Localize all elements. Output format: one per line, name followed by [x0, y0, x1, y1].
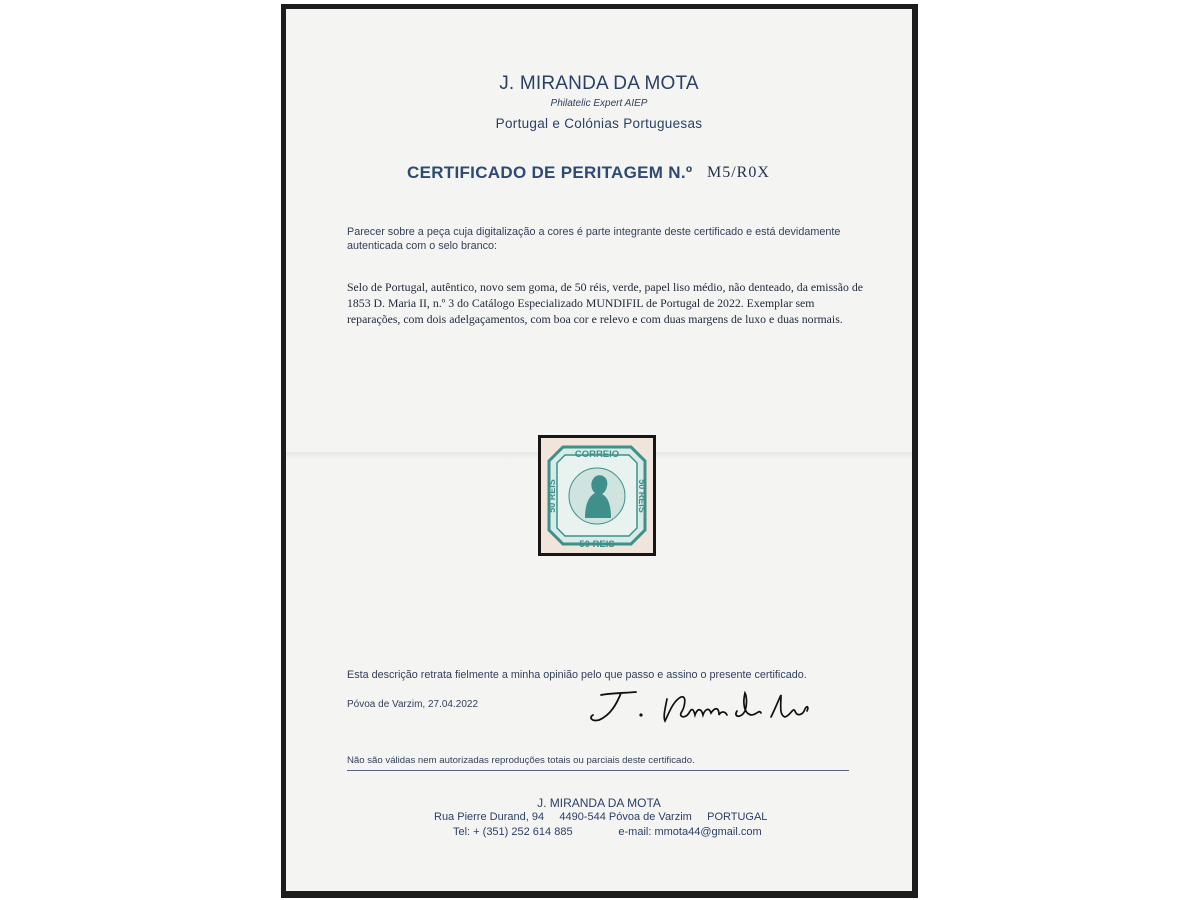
certificate-title: CERTIFICADO DE PERITAGEM N.º: [407, 163, 693, 182]
stamp-right-text: 50 REIS: [637, 479, 647, 513]
place-and-date: Póvoa de Varzim, 27.04.2022: [347, 699, 479, 710]
footer-divider: [347, 770, 849, 771]
stamp-description: Selo de Portugal, autêntico, novo sem goma, de 50 réis, verde, papel liso médio, não denteado, da emissão de 1853 D. Maria II, n.º 3 do Catálogo Especializado MUNDIFIL de Portugal de 2022. Exemplar sem reparações, com dois adelgaçamentos, com boa cor e relevo e com duas margens de luxo e duas normais.: [347, 280, 863, 326]
reproduction-disclaimer: Não são válidas nem autorizadas reproduções totais ou parciais deste certificado.: [347, 755, 695, 766]
footer-address: Rua Pierre Durand, 94 4490-544 Póvoa de Varzim PORTUGAL: [434, 811, 768, 823]
footer-name: J. MIRANDA DA MOTA: [537, 796, 661, 810]
certificate-number: M5/R0X: [707, 164, 770, 181]
stamp-left-text: 50 REIS: [547, 479, 557, 513]
expert-region: Portugal e Colónias Portuguesas: [495, 116, 703, 131]
expert-title: Philatelic Expert AIEP: [550, 98, 648, 109]
intro-paragraph: Parecer sobre a peça cuja digitalização a cores é parte integrante deste certificado e está devidamente autenticada com o selo branco:: [347, 226, 841, 252]
stamp-image: [541, 438, 653, 553]
stamp-bottom-text: 50 REIS: [579, 539, 615, 550]
expert-name: J. MIRANDA DA MOTA: [499, 73, 699, 94]
closing-statement: Esta descrição retrata fielmente a minha opinião pelo que passo e assino o presente certificado.: [347, 669, 807, 681]
footer-contact: Tel: + (351) 252 614 885 e-mail: mmota44@gmail.com: [453, 826, 762, 838]
stamp-top-text: CORREIO: [574, 449, 620, 460]
signature-image: [581, 685, 841, 729]
certificate-sheet: [286, 9, 912, 891]
